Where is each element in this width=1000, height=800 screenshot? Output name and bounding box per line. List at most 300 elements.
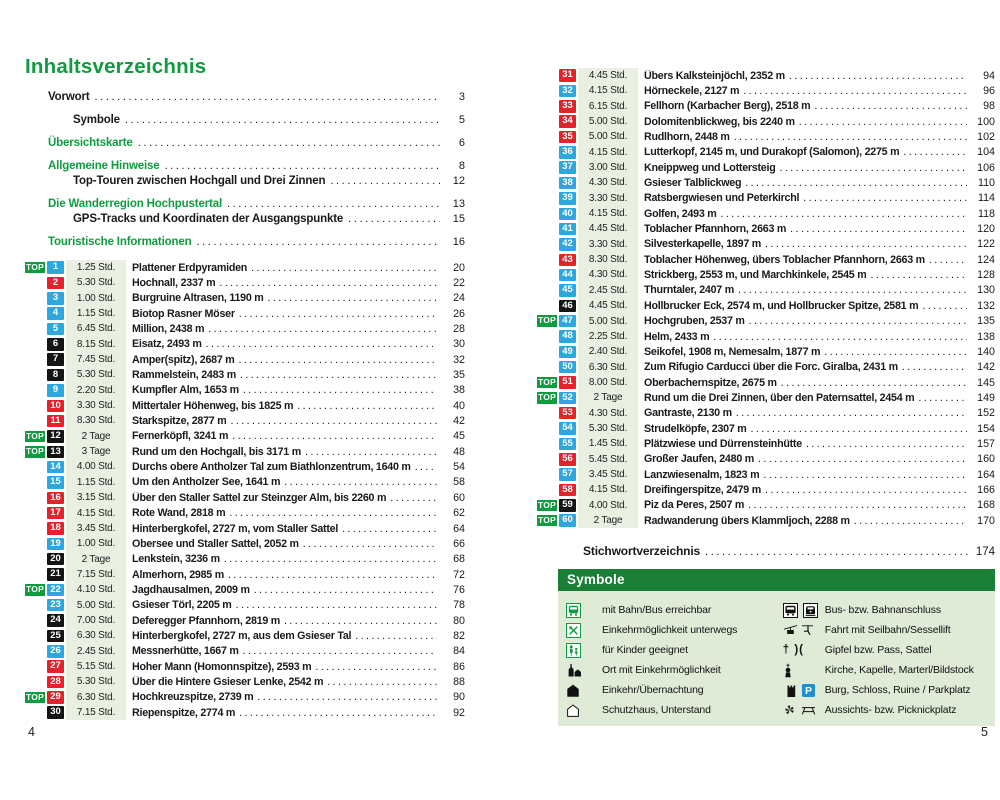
tour-duration: 4.15 Std. [578,145,638,160]
dotted-leader [743,85,967,97]
dotted-leader [789,70,967,82]
dotted-leader [254,584,437,596]
tour-number-badge: 14 [47,461,64,474]
front-matter-row [25,175,465,190]
tour-duration: 4.30 Std. [578,267,638,282]
front-matter-label: GPS-Tracks und Koordinaten der Ausgangspunkte [73,213,344,225]
tour-page-number: 152 [977,407,995,420]
tour-number-badge: 46 [559,300,576,313]
legend-item [564,640,781,660]
tour-title: Hinterbergkofel, 2727 m, vom Staller Sattel [132,522,339,535]
tour-duration: 3.30 Std. [578,191,638,206]
tour-duration: 5.30 Std. [66,674,126,689]
tour-page-number: 160 [977,453,995,466]
tour-page-number: 90 [453,691,465,704]
dotted-leader [918,392,967,404]
legend-item [781,680,989,700]
toc-tour-row [537,436,995,451]
toc-tour-row [537,421,995,436]
tour-title: Hochnall, 2337 m [132,277,216,290]
tour-page-number: 68 [453,553,465,566]
tour-number-badge: 55 [559,438,576,451]
tour-title: Oberbachernspitze, 2675 m [644,376,777,389]
tour-duration: 5.00 Std. [578,114,638,129]
tour-number-badge: 8 [47,369,64,382]
toc-tour-row [25,383,465,398]
tour-number-badge: 40 [559,208,576,221]
dotted-leader [734,131,967,143]
tour-duration: 4.45 Std. [578,68,638,83]
front-matter-page-number: 15 [452,213,465,225]
tour-number-badge: 27 [47,660,64,673]
tour-title: Plattener Erdpyramiden [132,261,248,274]
village-icon [564,663,602,677]
dotted-leader [206,338,437,350]
tour-title: Hochgruben, 2537 m [644,315,745,328]
front-matter-page-number: 13 [452,198,465,210]
tour-title: Almerhorn, 2985 m [132,568,224,581]
front-matter-page-number: 3 [458,91,465,103]
dotted-leader [257,691,437,703]
dotted-leader [229,507,437,519]
tour-title: Rudlhorn, 2448 m [644,131,730,144]
tour-page-number: 104 [977,146,995,159]
tour-title: Lenkstein, 3236 m [132,553,220,566]
dotted-leader [806,438,967,450]
tour-page-number: 86 [453,660,465,673]
tour-title: Hinterbergkofel, 2727 m, aus dem Gsieser Tal [132,629,352,642]
tour-duration: 4.00 Std. [66,459,126,474]
legend-item [564,660,781,680]
dotted-leader [803,192,967,204]
top-badge-cell [25,446,47,458]
page-number-right: 5 [981,725,988,739]
tour-title: Rammelstein, 2483 m [132,369,236,382]
front-matter-label: Touristische Informationen [48,236,192,248]
tour-number-badge: 26 [47,645,64,658]
tour-page-number: 145 [977,376,995,389]
legend-item [564,680,781,700]
toc-tour-row [537,221,995,236]
tour-duration: 2.45 Std. [578,283,638,298]
tour-duration: 1.00 Std. [66,291,126,306]
top-badge-cell [25,584,47,596]
toc-tour-row [25,598,465,613]
front-matter-row [25,91,465,106]
tour-duration: 6.30 Std. [66,690,126,705]
page-number-left: 4 [28,725,35,739]
dotted-leader [765,238,967,250]
front-matter-row [25,137,465,152]
tour-duration: 6.30 Std. [578,360,638,375]
tour-number-badge: 47 [559,315,576,328]
toc-tour-row [537,283,995,298]
tour-duration: 8.00 Std. [578,375,638,390]
page-left [25,56,465,720]
toc-tour-row [25,275,465,290]
tour-title: Gantraste, 2130 m [644,407,732,420]
front-matter-label: Top-Touren zwischen Hochgall und Drei Zinnen [73,175,326,187]
dotted-leader [239,308,437,320]
tour-duration: 5.15 Std. [66,659,126,674]
dotted-leader [929,254,967,266]
tour-duration: 4.45 Std. [578,221,638,236]
tour-duration: 2 Tage [66,429,126,444]
tour-page-number: 45 [453,430,465,443]
castle-parking-icon [781,683,825,698]
top-badge-cell [25,262,47,274]
tour-page-number: 94 [983,69,995,82]
toc-tour-row [537,160,995,175]
legend-item [781,700,989,720]
legend-label: Aussichts- bzw. Picknickplatz [824,704,957,717]
dotted-leader [922,300,967,312]
legend-label: Schutzhaus, Unterstand [602,704,711,717]
cablecar-chairlift-icon [781,623,825,638]
top-badge-cell [537,500,559,512]
dotted-leader [243,645,437,657]
tour-duration: 4.45 Std. [578,298,638,313]
top-tour-badge: TOP [26,691,44,702]
index-page-number: 174 [975,546,995,559]
tour-duration: 4.15 Std. [66,506,126,521]
tour-number-badge: 45 [559,284,576,297]
front-matter-page-number: 8 [458,160,465,172]
tour-duration: 7.45 Std. [66,352,126,367]
toc-tour-row [25,321,465,336]
tour-title: Fellhorn (Karbacher Berg), 2518 m [644,100,811,113]
toc-tour-row [25,490,465,505]
tour-number-badge: 48 [559,330,576,343]
tour-duration: 4.15 Std. [578,482,638,497]
tour-title: Hoher Mann (Homonnspitze), 2593 m [132,660,312,673]
tour-title: Amper(spitz), 2687 m [132,353,235,366]
top-tour-badge: TOP [538,392,556,403]
dotted-leader [854,515,967,527]
tour-page-number: 114 [977,192,995,205]
legend-label: Bus- bzw. Bahnanschluss [824,604,941,617]
toc-tour-row [25,521,465,536]
dotted-leader [219,277,437,289]
bus-train-icon [781,603,825,618]
tour-title: Dolomitenblickweg, bis 2240 m [644,115,795,128]
tour-page-number: 72 [453,568,465,581]
tour-number-badge: 20 [47,553,64,566]
legend-label: Einkehr/Übernachtung [602,684,704,697]
tour-page-number: 32 [453,353,465,366]
toc-tour-row [25,567,465,582]
legend-label: Gipfel bzw. Pass, Sattel [824,644,932,657]
toc-tour-row [25,444,465,459]
tour-number-badge: 16 [47,492,64,505]
tour-title: Um den Antholzer See, 1641 m [132,476,281,489]
dotted-leader [297,400,437,412]
tour-title: Radwanderung übers Klammljoch, 2288 m [644,514,850,527]
tour-page-number: 100 [977,115,995,128]
tour-page-number: 157 [977,437,995,450]
tour-duration: 8.15 Std. [66,337,126,352]
tour-title: Plätzwiese und Dürrensteinhütte [644,437,802,450]
tour-number-badge: 21 [47,568,64,581]
tour-page-number: 84 [453,645,465,658]
dotted-leader [342,523,437,535]
front-matter-page-number: 5 [458,114,465,126]
tour-page-number: 28 [453,323,465,336]
toc-tour-row [25,690,465,705]
dotted-leader [284,615,437,627]
tour-number-badge: 17 [47,507,64,520]
dotted-leader [303,538,437,550]
dotted-leader [814,100,967,112]
tour-title: Lanzwiesenalm, 1823 m [644,468,760,481]
tour-duration: 5.00 Std. [66,598,126,613]
tour-page-number: 96 [983,85,995,98]
inn-icon [564,684,602,697]
toc-tour-row [537,191,995,206]
front-matter-row [25,236,465,251]
tour-title: Messnerhütte, 1667 m [132,645,239,658]
dotted-leader [227,198,440,210]
tour-title: Gsieser Törl, 2205 m [132,599,232,612]
tour-number-badge: 30 [47,706,64,719]
toc-tour-row [25,413,465,428]
tour-duration: 2.20 Std. [66,383,126,398]
dotted-leader [230,415,437,427]
tour-page-number: 164 [977,468,995,481]
tour-duration: 2.45 Std. [66,644,126,659]
tour-page-number: 98 [983,100,995,113]
tour-title: Rund um die Drei Zinnen, über den Paternsattel, 2454 m [644,391,915,404]
page-title: Inhaltsverzeichnis [25,55,207,78]
restaurant-icon [564,623,602,638]
tour-duration: 5.30 Std. [578,421,638,436]
top-badge-cell [537,377,559,389]
dotted-leader [239,707,437,719]
tour-page-number: 168 [977,499,995,512]
tour-number-badge: 1 [47,261,64,274]
toc-tour-row [25,628,465,643]
children-icon [564,643,602,658]
tour-duration: 5.00 Std. [578,314,638,329]
tour-title: Fernerköpfl, 3241 m [132,430,229,443]
tour-number-badge: 43 [559,254,576,267]
dotted-leader [780,162,968,174]
tour-title: Toblacher Pfannhorn, 2663 m [644,223,787,236]
toc-tour-row [537,375,995,390]
tour-duration: 7.15 Std. [66,567,126,582]
dotted-leader [208,323,437,335]
dotted-leader [224,553,437,565]
toc-tour-row [537,406,995,421]
tour-number-badge: 42 [559,238,576,251]
tour-title: Biotop Rasner Möser [132,307,235,320]
dotted-leader [736,407,967,419]
tour-page-number: 132 [977,299,995,312]
tour-number-badge: 44 [559,269,576,282]
tour-number-badge: 54 [559,422,576,435]
top-badge-cell [537,515,559,527]
tour-duration: 2.40 Std. [578,344,638,359]
tour-number-badge: 6 [47,338,64,351]
symbols-legend [558,569,995,726]
front-matter-row [25,114,465,129]
tour-page-number: 40 [453,399,465,412]
dotted-leader [781,377,967,389]
shelter-icon [564,704,602,717]
index-label: Stichwortverzeichnis [583,544,701,559]
tour-page-number: 35 [453,369,465,382]
svg-text:P: P [804,685,812,698]
dotted-leader [228,569,437,581]
tour-page-number: 64 [453,522,465,535]
tour-duration: 6.30 Std. [66,628,126,643]
tour-duration: 4.15 Std. [578,206,638,221]
tour-duration: 6.15 Std. [578,99,638,114]
tour-number-badge: 12 [47,430,64,443]
dotted-leader [125,114,440,126]
toc-tour-row [537,267,995,282]
tour-duration: 5.30 Std. [66,367,126,382]
top-badge-cell [25,431,47,443]
front-matter-label: Die Wanderregion Hochpustertal [48,198,222,210]
tour-duration: 5.00 Std. [578,129,638,144]
dotted-leader [239,354,437,366]
dotted-leader [799,116,967,128]
toc-tour-row [537,482,995,497]
dotted-leader [95,91,440,103]
dotted-leader [415,461,437,473]
tour-title: Piz da Peres, 2507 m [644,499,745,512]
tour-number-badge: 7 [47,353,64,366]
tour-duration: 5.30 Std. [66,275,126,290]
tour-number-badge: 35 [559,131,576,144]
front-matter-label: Allgemeine Hinweise [48,160,160,172]
front-matter-row [25,198,465,213]
dotted-leader [903,146,967,158]
dotted-leader [758,453,967,465]
top-tour-badge: TOP [26,584,44,595]
tour-number-badge: 50 [559,361,576,374]
tour-duration: 7.15 Std. [66,705,126,720]
legend-label: Fahrt mit Seilbahn/Sessellift [824,624,951,637]
tour-duration: 8.30 Std. [578,252,638,267]
tour-duration: 2 Tage [578,513,638,528]
legend-label: mit Bahn/Bus erreichbar [602,604,712,617]
toc-tour-row [537,129,995,144]
tour-title: Dreifingerspitze, 2479 m [644,483,761,496]
dotted-leader [251,262,437,274]
tour-page-number: 88 [453,675,465,688]
toc-tour-row [25,644,465,659]
tour-title: Rote Wand, 2818 m [132,507,226,520]
dotted-leader [243,384,437,396]
top-tour-badge: TOP [538,315,556,326]
tour-number-badge: 2 [47,277,64,290]
toc-tour-row [537,344,995,359]
dotted-leader [713,331,967,343]
tour-number-badge: 29 [47,691,64,704]
dotted-leader [745,177,967,189]
tour-number-badge: 24 [47,614,64,627]
toc-tour-row [25,306,465,321]
toc-tour-row [537,206,995,221]
tour-number-badge: 22 [47,584,64,597]
tour-title: Hochkreuzspitze, 2739 m [132,691,254,704]
toc-tour-row [537,390,995,405]
toc-tour-row [25,613,465,628]
dotted-leader [305,446,437,458]
tour-title: Durchs obere Antholzer Tal zum Biathlonzentrum, 1640 m [132,461,411,474]
front-matter-page-number: 6 [458,137,465,149]
toc-tour-row [537,329,995,344]
legend-label: Einkehrmöglichkeit unterwegs [602,624,738,637]
tour-list-right [537,68,995,528]
tour-number-badge: 19 [47,538,64,551]
dotted-leader [165,160,440,172]
top-tour-badge: TOP [26,261,44,272]
top-badge-cell [537,392,559,404]
tour-page-number: 38 [453,384,465,397]
tour-title: Gsieser Talblickweg [644,177,742,190]
tour-title: Hörneckele, 2127 m [644,85,740,98]
toc-tour-row [25,552,465,567]
tour-title: Zum Rifugio Carducci über die Forc. Giralba, 2431 m [644,361,898,374]
tour-page-number: 48 [453,445,465,458]
tour-number-badge: 18 [47,522,64,535]
tour-page-number: 42 [453,415,465,428]
toc-tour-row [537,252,995,267]
toc-tour-row [25,291,465,306]
tour-title: Burgruine Altrasen, 1190 m [132,292,264,305]
tour-page-number: 135 [977,315,995,328]
toc-tour-row [537,68,995,83]
tour-page-number: 140 [977,345,995,358]
tour-page-number: 102 [977,131,995,144]
page-right [537,59,995,726]
tour-title: Thurntaler, 2407 m [644,284,734,297]
tour-title: Toblacher Höhenweg, übers Toblacher Pfannhorn, 2663 m [644,253,925,266]
tour-number-badge: 36 [559,146,576,159]
tour-number-badge: 9 [47,384,64,397]
tour-page-number: 106 [977,161,995,174]
toc-tour-row [25,337,465,352]
tour-title: Million, 2438 m [132,323,205,336]
dotted-leader [232,430,437,442]
legend-column-left [564,600,781,720]
viewpoint-picnic-icon [781,703,825,717]
toc-tour-row [25,352,465,367]
toc-tour-row [537,145,995,160]
dotted-leader [870,269,967,281]
dotted-leader [902,361,967,373]
tour-number-badge: 59 [559,499,576,512]
dotted-leader [763,469,967,481]
toc-tour-row [25,705,465,720]
tour-duration: 2.25 Std. [578,329,638,344]
toc-tour-row [25,429,465,444]
tour-number-badge: 37 [559,161,576,174]
tour-duration: 1.15 Std. [66,306,126,321]
legend-item [564,700,781,720]
legend-item [781,620,989,640]
toc-tour-row [25,260,465,275]
dotted-leader [390,492,437,504]
tour-title: Helm, 2433 m [644,330,710,343]
index-entry [537,544,995,559]
dotted-leader [765,484,967,496]
tour-title: Mittertaler Höhenweg, bis 1825 m [132,399,294,412]
front-matter-label: Symbole [73,114,120,126]
